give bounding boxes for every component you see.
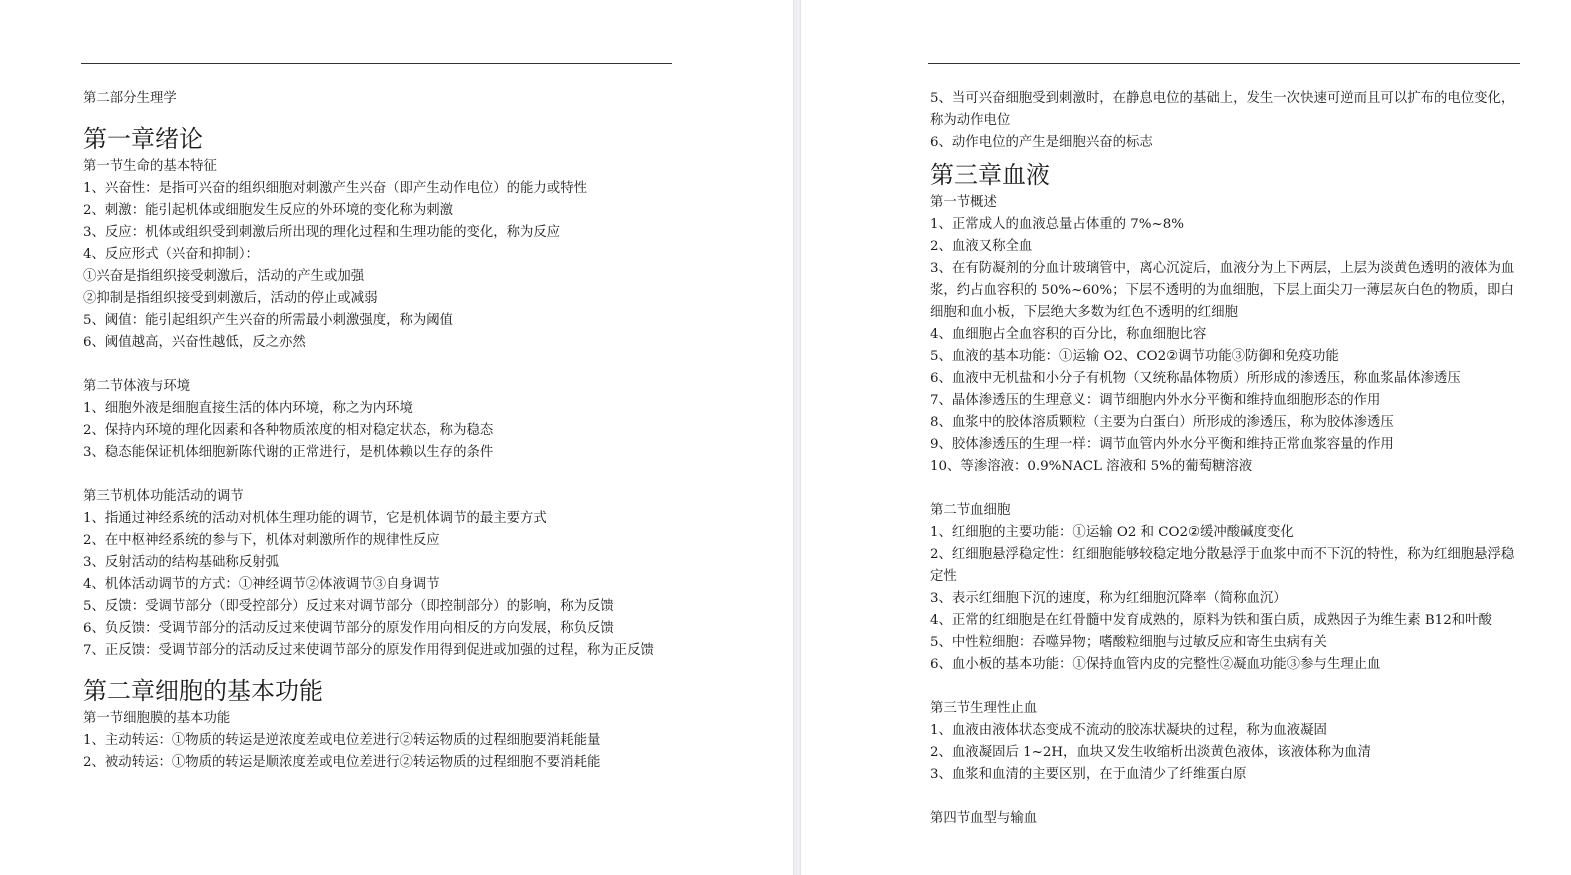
list-item: 5、阈值：能引起组织产生兴奋的所需最小刺激强度，称为阈值 [83,313,454,328]
list-item: 2、在中枢神经系统的参与下，机体对刺激所作的规律性反应 [83,533,440,548]
list-item: 1、红细胞的主要功能：①运输 O2 和 CO2②缓冲酸碱度变化 [930,525,1294,540]
list-item: 7、晶体渗透压的生理意义：调节细胞内外水分平衡和维持血细胞形态的作用 [930,393,1381,408]
list-item: 10、等渗溶液：0.9%NACL 溶液和 5%的葡萄糖溶液 [930,459,1253,474]
list-item: 5、血液的基本功能：①运输 O2、CO2②调节功能③防御和免疫功能 [930,349,1339,364]
list-item: 1、指通过神经系统的活动对机体生理功能的调节，它是机体调节的最主要方式 [83,511,547,526]
list-item: ①兴奋是指组织接受刺激后，活动的产生或加强 [83,269,365,284]
list-item: ②抑制是指组织接受到刺激后，活动的停止或减弱 [83,291,378,306]
header-rule [81,63,672,64]
list-item: 2、红细胞悬浮稳定性：红细胞能够较稳定地分散悬浮于血浆中而不下沉的特性，称为红细胞悬浮稳定性 [930,547,1515,584]
list-item: 4、机体活动调节的方式：①神经调节②体液调节③自身调节 [83,577,440,592]
list-item: 4、正常的红细胞是在红骨髓中发育成熟的，原料为铁和蛋白质，成熟因子为维生素 B12和叶酸 [930,613,1492,628]
list-item: 2、保持内环境的理化因素和各种物质浓度的相对稳定状态，称为稳态 [83,423,494,438]
list-item: 4、血细胞占全血容积的百分比，称血细胞比容 [930,327,1207,342]
list-item: 5、当可兴奋细胞受到刺激时，在静息电位的基础上，发生一次快速可逆而且可以扩布的电位变化，称为动作电位 [930,91,1515,128]
section-heading: 第四节血型与输血 [930,811,1038,826]
list-item: 6、负反馈：受调节部分的活动反过来使调节部分的原发作用向相反的方向发展，称负反馈 [83,621,614,636]
list-item: 6、阈值越高，兴奋性越低，反之亦然 [83,335,306,350]
paragraph-spacer [930,676,1520,698]
list-item: 1、主动转运：①物质的转运是逆浓度差或电位差进行②转运物质的过程细胞要消耗能量 [83,733,601,748]
list-item: 6、动作电位的产生是细胞兴奋的标志 [930,135,1153,150]
list-item: 2、血液凝固后 1~2H，血块又发生收缩析出淡黄色液体，该液体称为血清 [930,745,1372,760]
list-item: 3、稳态能保证机体细胞新陈代谢的正常进行，是机体赖以生存的条件 [83,445,494,460]
list-item: 2、被动转运：①物质的转运是顺浓度差或电位差进行②转运物质的过程细胞不要消耗能 [83,755,601,770]
paragraph-spacer [83,354,663,376]
list-item: 1、细胞外液是细胞直接生活的体内环境，称之为内环境 [83,401,413,416]
list-item: 3、表示红细胞下沉的速度，称为红细胞沉降率（简称血沉） [930,591,1287,606]
paragraph-spacer [83,464,663,486]
list-item: 3、在有防凝剂的分血计玻璃管中，离心沉淀后，血液分为上下两层，上层为淡黄色透明的液体为血浆，约占血容积的 50%~60%；下层不透明的为血细胞，下层上面尖刀一薄层灰白色的物质，即白细胞和血小板，下层绝大多数为红色不透明的红细胞 [930,261,1515,320]
list-item: 8、血浆中的胶体溶质颗粒（主要为白蛋白）所形成的渗透压，称为胶体渗透压 [930,415,1394,430]
section-heading: 第二节血细胞 [930,503,1011,518]
list-item: 1、兴奋性：是指可兴奋的组织细胞对刺激产生兴奋（即产生动作电位）的能力或特性 [83,181,587,196]
list-item: 5、反馈：受调节部分（即受控部分）反过来对调节部分（即控制部分）的影响，称为反馈 [83,599,614,614]
list-item: 2、血液又称全血 [930,239,1033,254]
list-item: 1、血液由液体状态变成不流动的胶冻状凝块的过程，称为血液凝固 [930,723,1327,738]
list-item: 3、反应：机体或组织受到刺激后所出现的理化过程和生理功能的变化，称为反应 [83,225,561,240]
list-item: 3、反射活动的结构基础称反射弧 [83,555,279,570]
list-item: 3、血浆和血清的主要区别，在于血清少了纤维蛋白原 [930,767,1247,782]
chapter-heading: 第三章血液 [930,161,1050,189]
paragraph-spacer [930,478,1520,500]
section-heading: 第二节体液与环境 [83,379,191,394]
section-heading: 第三节机体功能活动的调节 [83,489,244,504]
header-rule [928,63,1520,64]
list-item: 9、胶体渗透压的生理一样：调节血管内外水分平衡和维持正常血浆容量的作用 [930,437,1394,452]
section-heading: 第一节生命的基本特征 [83,159,217,174]
list-item: 6、血小板的基本功能：①保持血管内皮的完整性②凝血功能③参与生理止血 [930,657,1381,672]
chapter-heading: 第二章细胞的基本功能 [83,677,323,705]
section-heading: 第一节概述 [930,195,997,210]
list-item: 2、刺激：能引起机体或细胞发生反应的外环境的变化称为刺激 [83,203,454,218]
part-title: 第二部分生理学 [83,91,177,106]
section-heading: 第一节细胞膜的基本功能 [83,711,231,726]
list-item: 1、正常成人的血液总量占体重的 7%~8% [930,217,1184,232]
document-page-right [801,0,1571,875]
list-item: 5、中性粒细胞：吞噬异物；嗜酸粒细胞与过敏反应和寄生虫病有关 [930,635,1327,650]
section-heading: 第三节生理性止血 [930,701,1038,716]
page-content [930,88,1520,830]
chapter-heading: 第一章绪论 [83,125,203,153]
page-gutter [793,0,801,875]
list-item: 7、正反馈：受调节部分的活动反过来使调节部分的原发作用得到促进或加强的过程，称为正反馈 [83,643,654,658]
paragraph-spacer [930,786,1520,808]
page-content [83,88,663,774]
list-item: 4、反应形式（兴奋和抑制）： [83,247,259,262]
list-item: 6、血液中无机盐和小分子有机物（又统称晶体物质）所形成的渗透压，称血浆晶体渗透压 [930,371,1461,386]
